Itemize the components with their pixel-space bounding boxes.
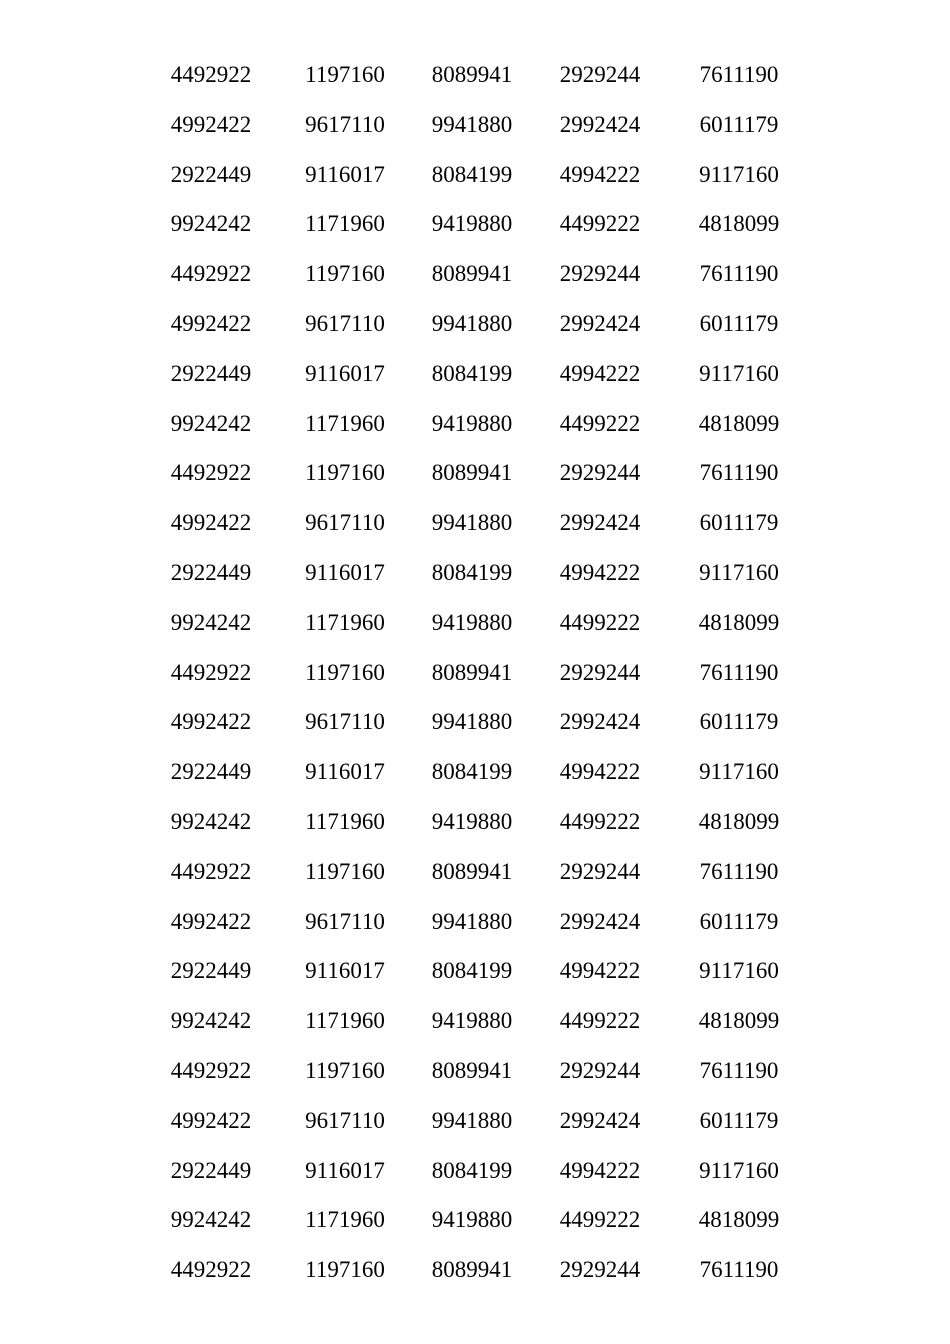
table-cell: 4499222 [559,1207,641,1233]
table-cell: 8084199 [431,161,513,187]
number-table [0,50,950,1295]
table-cell: 9617110 [305,510,385,536]
table-cell: 1197160 [305,858,385,884]
table-body [0,50,950,1295]
table-cell: 9116017 [305,958,385,984]
table-cell: 4994222 [559,161,641,187]
table-cell: 9117160 [699,161,779,187]
table-cell: 1171960 [305,1207,385,1233]
table-cell: 8089941 [431,1057,513,1083]
table-cell: 8084199 [431,1157,513,1183]
table-cell: 9117160 [699,958,779,984]
table-cell: 9419880 [431,609,513,635]
table-cell: 2922449 [170,559,252,585]
table-cell: 4492922 [170,1057,252,1083]
table-cell: 1171960 [305,1008,385,1034]
table-cell: 4818099 [698,211,780,237]
table-cell: 2929244 [559,1257,641,1283]
table-row [0,399,950,449]
table-row [0,598,950,648]
table-cell: 4818099 [698,808,780,834]
table-cell: 4992422 [170,510,252,536]
table-row [0,448,950,498]
table-cell: 2992424 [559,310,641,336]
table-cell: 9924242 [170,808,252,834]
table-cell: 8089941 [431,659,513,685]
table-cell: 2929244 [559,460,641,486]
table-row [0,1245,950,1295]
table-cell: 9941880 [431,510,513,536]
table-cell: 7611190 [699,659,779,685]
table-cell: 9924242 [170,609,252,635]
table-cell: 8084199 [431,360,513,386]
table-cell: 2929244 [559,261,641,287]
table-cell: 2929244 [559,858,641,884]
table-cell: 4499222 [559,1008,641,1034]
table-cell: 8089941 [431,1257,513,1283]
table-row [0,697,950,747]
table-cell: 2929244 [559,62,641,87]
table-cell: 9617110 [305,1107,385,1133]
table-cell: 9924242 [170,211,252,237]
table-cell: 2922449 [170,161,252,187]
table-cell: 6011179 [699,510,779,536]
table-row [0,648,950,698]
table-cell: 2929244 [559,1057,641,1083]
table-cell: 9117160 [699,1157,779,1183]
table-cell: 9116017 [305,161,385,187]
table-row [0,299,950,349]
table-cell: 4499222 [559,211,641,237]
table-cell: 4994222 [559,759,641,785]
table-cell: 9924242 [170,410,252,436]
table-row [0,199,950,249]
table-cell: 4818099 [698,1008,780,1034]
table-row [0,797,950,847]
table-cell: 6011179 [699,709,779,735]
table-row [0,847,950,897]
table-cell: 2922449 [170,759,252,785]
table-cell: 6011179 [699,310,779,336]
table-cell: 4994222 [559,360,641,386]
table-row [0,897,950,947]
table-cell: 8084199 [431,559,513,585]
table-cell: 1197160 [305,1057,385,1083]
table-cell: 6011179 [699,908,779,934]
table-cell: 2992424 [559,709,641,735]
table-cell: 9116017 [305,559,385,585]
table-cell: 4492922 [170,1257,252,1283]
table-cell: 7611190 [699,62,779,87]
table-cell: 4992422 [170,1107,252,1133]
table-cell: 9924242 [170,1207,252,1233]
table-cell: 9941880 [431,709,513,735]
table-cell: 4992422 [170,310,252,336]
table-cell: 9419880 [431,808,513,834]
table-cell: 9419880 [431,1207,513,1233]
table-cell: 9419880 [431,1008,513,1034]
table-cell: 4994222 [559,958,641,984]
table-row [0,498,950,548]
table-cell: 7611190 [699,858,779,884]
table-cell: 9116017 [305,759,385,785]
table-cell: 2992424 [559,1107,641,1133]
table-cell: 4818099 [698,410,780,436]
table-cell: 6011179 [699,111,779,137]
table-row [0,150,950,200]
table-cell: 8089941 [431,858,513,884]
table-cell: 1197160 [305,62,385,87]
table-cell: 9419880 [431,410,513,436]
table-cell: 9941880 [431,310,513,336]
table-cell: 2922449 [170,958,252,984]
table-row [0,349,950,399]
table-cell: 4499222 [559,808,641,834]
table-cell: 4499222 [559,410,641,436]
table-cell: 9116017 [305,360,385,386]
table-cell: 2992424 [559,908,641,934]
table-cell: 4492922 [170,659,252,685]
table-cell: 2922449 [170,360,252,386]
table-row [0,1046,950,1096]
table-cell: 7611190 [699,1257,779,1283]
table-cell: 6011179 [699,1107,779,1133]
table-cell: 8089941 [431,62,513,87]
table-cell: 9116017 [305,1157,385,1183]
table-cell: 8084199 [431,958,513,984]
table-cell: 9419880 [431,211,513,237]
table-cell: 4992422 [170,709,252,735]
table-cell: 4492922 [170,460,252,486]
table-cell: 2992424 [559,510,641,536]
table-cell: 4492922 [170,261,252,287]
table-cell: 9617110 [305,111,385,137]
table-cell: 9617110 [305,908,385,934]
table-cell: 4492922 [170,858,252,884]
table-cell: 8089941 [431,261,513,287]
table-cell: 1171960 [305,211,385,237]
table-cell: 1197160 [305,1257,385,1283]
table-row [0,249,950,299]
table-row [0,548,950,598]
table-cell: 4492922 [170,62,252,87]
table-cell: 9117160 [699,559,779,585]
table-cell: 1197160 [305,460,385,486]
table-cell: 4994222 [559,1157,641,1183]
table-row [0,1096,950,1146]
table-cell: 1197160 [305,659,385,685]
table-cell: 4992422 [170,111,252,137]
table-cell: 4818099 [698,1207,780,1233]
table-cell: 7611190 [699,261,779,287]
table-row [0,1195,950,1245]
table-cell: 9941880 [431,111,513,137]
table-cell: 1171960 [305,410,385,436]
table-cell: 8089941 [431,460,513,486]
table-cell: 9941880 [431,1107,513,1133]
table-cell: 1171960 [305,808,385,834]
table-cell: 1197160 [305,261,385,287]
table-row [0,996,950,1046]
table-cell: 9617110 [305,310,385,336]
table-row [0,1146,950,1196]
table-cell: 4818099 [698,609,780,635]
table-cell: 7611190 [699,1057,779,1083]
table-cell: 2922449 [170,1157,252,1183]
table-cell: 2929244 [559,659,641,685]
table-row [0,100,950,150]
table-cell: 9117160 [699,759,779,785]
table-cell: 2992424 [559,111,641,137]
table-cell: 1171960 [305,609,385,635]
table-row [0,50,950,100]
table-cell: 4994222 [559,559,641,585]
table-cell: 9941880 [431,908,513,934]
table-cell: 9924242 [170,1008,252,1034]
table-cell: 4499222 [559,609,641,635]
table-cell: 9117160 [699,360,779,386]
table-cell: 4992422 [170,908,252,934]
table-cell: 8084199 [431,759,513,785]
table-row [0,747,950,797]
table-row [0,946,950,996]
table-cell: 7611190 [699,460,779,486]
table-cell: 9617110 [305,709,385,735]
